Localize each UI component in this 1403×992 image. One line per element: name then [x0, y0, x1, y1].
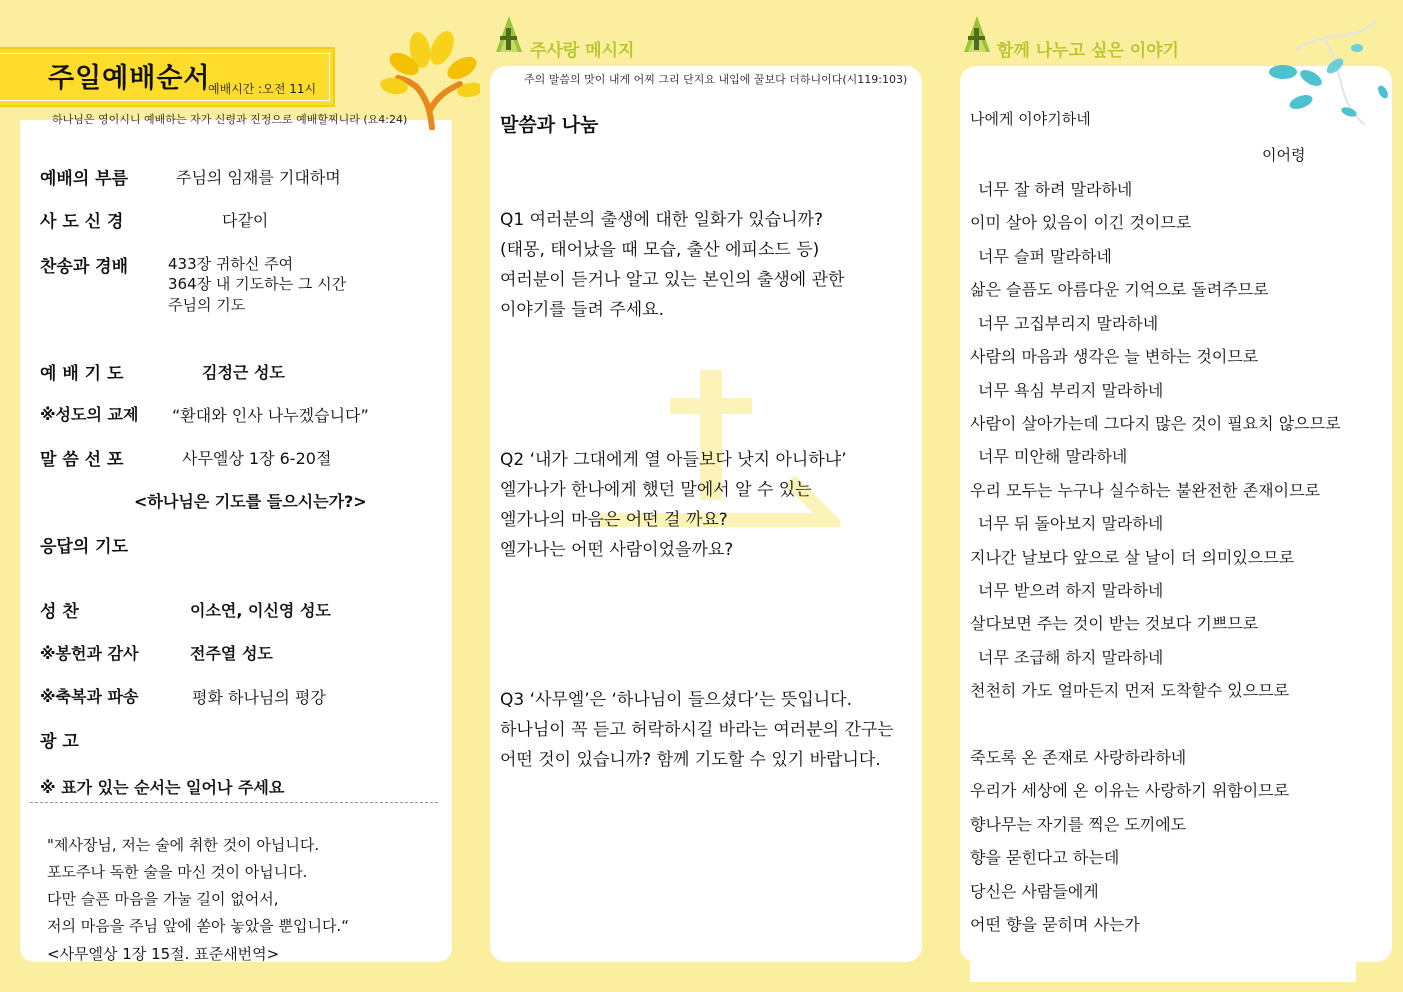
middle-verse: 주의 말씀의 맛이 내게 어찌 그리 단지요 내입에 꿀보다 더하니이다(시119:103): [524, 73, 908, 86]
order-hymn-line-3: 주님의 기도: [168, 296, 246, 314]
order-label-announcement: 광 고: [40, 732, 79, 752]
q1-line-4: 이야기를 들려 주세요.: [500, 300, 665, 320]
poem-line: 너무 슬퍼 말라하네: [978, 247, 1112, 266]
q2-line-2: 엘가나가 한나에게 했던 말에서 알 수 있는: [500, 480, 812, 500]
order-value-fellowship: “환대와 인사 나누겠습니다”: [172, 406, 369, 425]
order-value-call: 주님의 임재를 기대하며: [176, 168, 341, 187]
poem-line: 너무 잘 하려 말라하네: [978, 180, 1133, 199]
quote-line-1: "제사장님, 저는 술에 취한 것이 아닙니다.: [47, 836, 320, 854]
poem-line: 향을 묻힌다고 하는데: [970, 848, 1120, 867]
standing-note: ※ 표가 있는 순서는 일어나 주세요: [40, 778, 285, 797]
order-label-sermon: 말 씀 선 포: [40, 450, 124, 470]
order-label-fellowship: ※성도의 교제: [40, 405, 139, 424]
floral-decoration-icon: [1265, 20, 1395, 130]
middle-title: 말씀과 나눔: [500, 114, 599, 136]
order-value-communion: 이소연, 이신영 성도: [190, 601, 331, 620]
poem-line: 사람이 살아가는데 그다지 많은 것이 필요치 않으므로: [970, 414, 1341, 433]
poem-line: 우리 모두는 누구나 실수하는 불완전한 존재이므로: [970, 481, 1321, 500]
right-header: 함께 나누고 싶은 이야기: [997, 41, 1179, 61]
poem-line: 이미 살아 있음이 이긴 것이므로: [970, 213, 1192, 232]
q3-line-3: 어떤 것이 있습니까? 함께 기도할 수 있기 바랍니다.: [500, 750, 881, 770]
order-value-creed: 다같이: [222, 211, 269, 230]
order-value-prayer: 김정근 성도: [202, 363, 285, 382]
poem-line: 죽도록 온 존재로 사랑하라하네: [970, 748, 1187, 767]
quote-reference: <사무엘상 1장 15절. 표준새번역>: [47, 945, 280, 963]
quote-line-2: 포도주나 독한 술을 마신 것이 아닙니다.: [47, 863, 308, 881]
order-label-call: 예배의 부름: [40, 169, 129, 189]
poem-line: 삶은 슬픔도 아름다운 기억으로 돌려주므로: [970, 280, 1269, 299]
poem-line: 향나무는 자기를 찍은 도끼에도: [970, 815, 1187, 834]
poem-line: 너무 미안해 말라하네: [978, 447, 1128, 466]
order-label-response: 응답의 기도: [40, 537, 129, 557]
order-label-offering: ※봉헌과 감사: [40, 644, 139, 663]
order-label-creed: 사 도 신 경: [40, 212, 124, 232]
middle-header: 주사랑 메시지: [530, 41, 635, 61]
poem-line: 너무 받으려 하지 말라하네: [978, 581, 1164, 600]
order-label-prayer: 예 배 기 도: [40, 364, 124, 384]
order-value-sermon: 사무엘상 1장 6-20절: [182, 449, 332, 468]
poem-line: 사람의 마음과 생각은 늘 변하는 것이므로: [970, 347, 1259, 366]
order-value-offering: 전주열 성도: [190, 644, 273, 663]
service-time: 예배시간 :오전 11시: [208, 82, 317, 96]
q3-line-2: 하나님이 꼭 듣고 허락하시길 바라는 여러분의 간구는: [500, 720, 894, 740]
q2-line-4: 엘가나는 어떤 사람이었을까요?: [500, 540, 734, 560]
poem-line: 살다보면 주는 것이 받는 것보다 기쁘므로: [970, 614, 1259, 633]
sermon-title: <하나님은 기도를 들으시는가?>: [134, 492, 367, 511]
q1-line-1: Q1 여러분의 출생에 대한 일화가 있습니까?: [500, 210, 823, 230]
left-verse: 하나님은 영이시니 예배하는 자가 신령과 진정으로 예배할찌니라 (요4:24): [52, 113, 408, 126]
q3-line-1: Q3 ‘사무엘’은 ‘하나님이 들으셨다’는 뜻입니다.: [500, 690, 853, 710]
q1-line-2: (태몽, 태어났을 때 모습, 출산 에피소드 등): [500, 240, 820, 260]
poem-line: 너무 고집부리지 말라하네: [978, 314, 1159, 333]
poem-line: 지나간 날보다 앞으로 살 날이 더 의미있으므로: [970, 548, 1295, 567]
quote-line-3: 다만 슬픈 마음을 가눌 길이 없어서,: [47, 890, 279, 908]
poem-line: 우리가 세상에 온 이유는 사랑하기 위함이므로: [970, 781, 1290, 800]
order-hymn-line-2: 364장 내 기도하는 그 시간: [168, 275, 347, 293]
tree-icon: [380, 28, 480, 130]
bottom-strip: [970, 962, 1356, 982]
divider: [30, 802, 438, 803]
cross-leaf-icon: [960, 14, 994, 54]
poem-line: 천천히 가도 얼마든지 먼저 도착할수 있으므로: [970, 681, 1290, 700]
q2-line-3: 엘가나의 마음은 어떤 걸 까요?: [500, 510, 728, 530]
page-title: 주일예배순서: [48, 63, 211, 94]
cross-leaf-icon: [492, 14, 526, 54]
poem-author: 이어령: [1262, 146, 1306, 164]
poem-line: 너무 조급해 하지 말라하네: [978, 648, 1164, 667]
q2-line-1: Q2 ‘내가 그대에게 열 아들보다 낫지 아니하냐’: [500, 450, 847, 470]
order-value-benediction: 평화 하나님의 평강: [192, 688, 326, 707]
order-label-hymn: 찬송과 경배: [40, 257, 129, 277]
poem-line: 어떤 향을 묻히며 사는가: [970, 915, 1140, 934]
poem-line: 당신은 사람들에게: [970, 882, 1099, 901]
order-label-benediction: ※축복과 파송: [40, 687, 139, 706]
quote-line-4: 저의 마음을 주님 앞에 쏟아 놓았을 뿐입니다.“: [47, 917, 349, 935]
poem-title: 나에게 이야기하네: [970, 110, 1091, 128]
q1-line-3: 여러분이 듣거나 알고 있는 본인의 출생에 관한: [500, 270, 845, 290]
poem-line: 너무 욕심 부리지 말라하네: [978, 381, 1164, 400]
poem-line: 너무 뒤 돌아보지 말라하네: [978, 514, 1164, 533]
order-label-communion: 성 찬: [40, 602, 79, 622]
order-hymn-line-1: 433장 귀하신 주여: [168, 255, 294, 273]
